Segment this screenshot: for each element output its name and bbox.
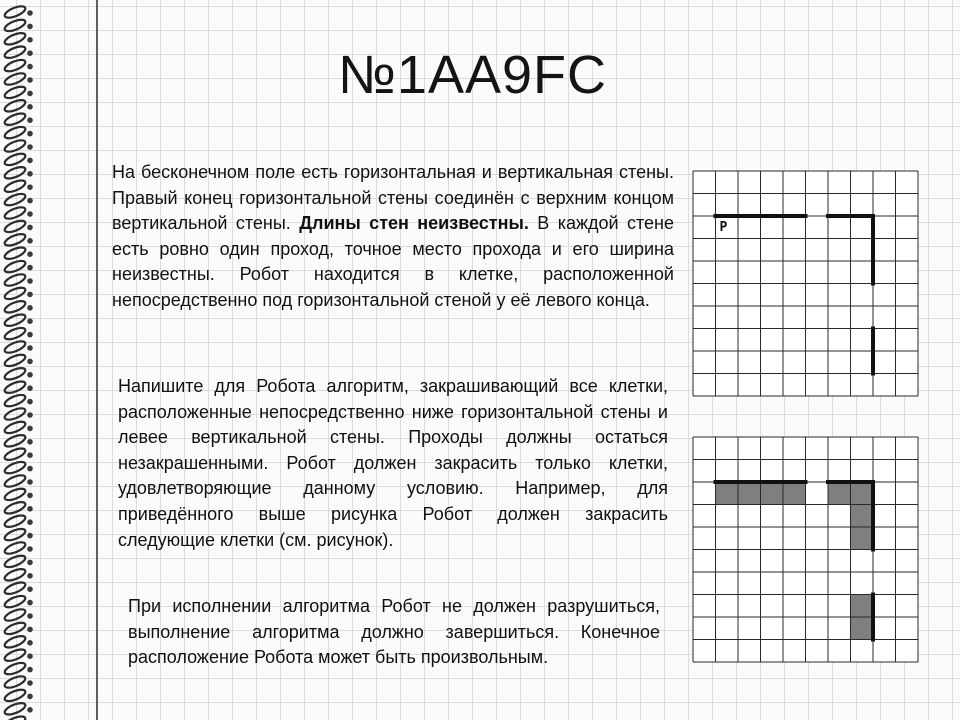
spiral-ring-loop: [3, 326, 27, 342]
spiral-ring-loop: [3, 446, 27, 462]
spiral-hole: [27, 412, 33, 418]
spiral-ring: [3, 406, 33, 422]
spiral-hole: [27, 479, 33, 485]
description-tail-text: В каждой стене есть ровно один проход, точное место прохода и его ширина неизвестны. Робот находится в клетке, расположенной непосредственно под горизонтальной стеной у её левого конца.: [112, 213, 674, 310]
spiral-hole: [27, 171, 33, 177]
spiral-ring: [3, 352, 33, 368]
spiral-ring: [3, 540, 33, 556]
page-title: №1AA9FC: [338, 45, 608, 105]
spiral-hole: [27, 466, 33, 472]
spiral-hole: [27, 211, 33, 217]
spiral-hole: [27, 238, 33, 244]
spiral-hole: [27, 653, 33, 659]
spiral-hole: [27, 37, 33, 43]
spiral-ring-loop: [3, 71, 27, 87]
spiral-hole: [27, 64, 33, 70]
spiral-ring-loop: [3, 486, 27, 502]
spiral-ring: [3, 661, 33, 677]
spiral-hole: [27, 426, 33, 432]
spiral-hole: [27, 694, 33, 700]
painted-cell: [716, 482, 739, 505]
spiral-ring: [3, 567, 33, 583]
spiral-hole: [27, 278, 33, 284]
spiral-ring-loop: [3, 620, 27, 636]
spiral-ring: [3, 326, 33, 342]
spiral-ring-loop: [3, 31, 27, 47]
spiral-hole: [27, 372, 33, 378]
conditions-paragraph: При исполнении алгоритма Робот не должен разрушиться, выполнение алгоритма должно завершиться. Конечное расположение Робота может быть произвольным.: [128, 596, 660, 668]
spiral-ring: [3, 580, 33, 596]
painted-cell: [851, 505, 874, 528]
spiral-ring: [3, 379, 33, 395]
spiral-ring: [3, 594, 33, 610]
notebook-spiral: [0, 0, 40, 720]
spiral-ring: [3, 205, 33, 221]
spiral-ring: [3, 419, 33, 435]
spiral-hole: [27, 10, 33, 16]
spiral-hole: [27, 533, 33, 539]
spiral-hole: [27, 385, 33, 391]
spiral-ring: [3, 125, 33, 141]
spiral-ring-loop: [3, 701, 27, 717]
spiral-ring: [3, 285, 33, 301]
spiral-ring-loop: [3, 299, 27, 315]
spiral-hole: [27, 225, 33, 231]
spiral-hole: [27, 586, 33, 592]
spiral-hole: [27, 198, 33, 204]
spiral-ring-loop: [3, 661, 27, 677]
spiral-ring-loop: [3, 4, 27, 20]
spiral-ring: [3, 647, 33, 663]
spiral-ring-loop: [3, 151, 27, 167]
spiral-ring: [3, 312, 33, 328]
initial-field-grid: [692, 170, 920, 400]
spiral-ring: [3, 299, 33, 315]
spiral-ring-loop: [3, 366, 27, 382]
spiral-ring-loop: [3, 473, 27, 489]
spiral-ring: [3, 98, 33, 114]
spiral-ring: [3, 486, 33, 502]
painted-cell: [738, 482, 761, 505]
spiral-ring: [3, 339, 33, 355]
spiral-hole: [27, 359, 33, 365]
spiral-ring: [3, 607, 33, 623]
spiral-ring-loop: [3, 232, 27, 248]
spiral-ring: [3, 44, 33, 60]
spiral-ring: [3, 272, 33, 288]
spiral-hole: [27, 131, 33, 137]
spiral-ring: [3, 674, 33, 690]
spiral-hole: [27, 680, 33, 686]
painted-cell: [783, 482, 806, 505]
spiral-ring-loop: [3, 419, 27, 435]
spiral-hole: [27, 573, 33, 579]
painted-cell: [851, 595, 874, 618]
spiral-ring-loop: [3, 178, 27, 194]
spiral-ring: [3, 151, 33, 167]
spiral-ring: [3, 71, 33, 87]
spiral-ring-loop: [3, 594, 27, 610]
spiral-hole: [27, 318, 33, 324]
spiral-ring-loop: [3, 460, 27, 476]
spiral-ring: [3, 473, 33, 489]
spiral-ring: [3, 460, 33, 476]
spiral-hole: [27, 613, 33, 619]
spiral-ring-loop: [3, 513, 27, 529]
spiral-ring-loop: [3, 393, 27, 409]
painted-cell: [851, 527, 874, 550]
spiral-hole: [27, 332, 33, 338]
spiral-ring-loop: [3, 138, 27, 154]
spiral-hole: [27, 305, 33, 311]
spiral-hole: [27, 184, 33, 190]
spiral-hole: [27, 667, 33, 673]
spiral-ring-loop: [3, 272, 27, 288]
spiral-hole: [27, 640, 33, 646]
spiral-hole: [27, 50, 33, 56]
spiral-hole: [27, 24, 33, 30]
spiral-ring: [3, 111, 33, 127]
spiral-hole: [27, 144, 33, 150]
spiral-ring-loop: [3, 84, 27, 100]
spiral-ring: [3, 634, 33, 650]
spiral-ring-loop: [3, 259, 27, 275]
spiral-ring-loop: [3, 312, 27, 328]
spiral-ring-loop: [3, 527, 27, 543]
spiral-ring-loop: [3, 379, 27, 395]
spiral-ring-loop: [3, 674, 27, 690]
spiral-ring: [3, 433, 33, 449]
spiral-ring-loop: [3, 165, 27, 181]
painted-cell: [851, 482, 874, 505]
spiral-hole: [27, 117, 33, 123]
notebook-margin-line: [96, 0, 98, 720]
spiral-ring: [3, 58, 33, 74]
spiral-ring: [3, 513, 33, 529]
spiral-hole: [27, 439, 33, 445]
spiral-ring: [3, 687, 33, 703]
spiral-ring-loop: [3, 687, 27, 703]
result-field-grid: [692, 436, 920, 666]
spiral-ring-loop: [3, 553, 27, 569]
spiral-ring: [3, 138, 33, 154]
spiral-ring: [3, 165, 33, 181]
spiral-hole: [27, 519, 33, 525]
spiral-ring-loop: [3, 339, 27, 355]
spiral-hole: [27, 158, 33, 164]
spiral-hole: [27, 560, 33, 566]
spiral-hole: [27, 452, 33, 458]
painted-cell: [828, 482, 851, 505]
spiral-ring-loop: [3, 245, 27, 261]
spiral-ring: [3, 366, 33, 382]
spiral-ring: [3, 446, 33, 462]
initial-field-figure: [692, 170, 920, 405]
description-lead-text: На бесконечном поле есть горизонтальная и вертикальная стены. Правый конец горизонтальной стены соединён с верхним концом вертикальной стены.: [112, 162, 674, 234]
spiral-ring: [3, 553, 33, 569]
spiral-ring: [3, 31, 33, 47]
problem-description-paragraph: [112, 160, 674, 314]
spiral-ring: [3, 393, 33, 409]
spiral-ring-loop: [3, 98, 27, 114]
spiral-hole: [27, 251, 33, 257]
spiral-hole: [27, 77, 33, 83]
spiral-ring-loop: [3, 192, 27, 208]
spiral-ring-loop: [3, 607, 27, 623]
spiral-ring: [3, 4, 33, 20]
spiral-hole: [27, 506, 33, 512]
spiral-ring-loop: [3, 647, 27, 663]
spiral-ring-loop: [3, 567, 27, 583]
spiral-ring-loop: [3, 205, 27, 221]
spiral-ring-loop: [3, 540, 27, 556]
spiral-ring: [3, 17, 33, 33]
spiral-ring: [3, 178, 33, 194]
spiral-hole: [27, 345, 33, 351]
spiral-ring: [3, 232, 33, 248]
spiral-ring: [3, 218, 33, 234]
spiral-ring-loop: [3, 580, 27, 596]
spiral-ring: [3, 259, 33, 275]
spiral-ring-loop: [3, 406, 27, 422]
spiral-ring: [3, 527, 33, 543]
spiral-ring-loop: [3, 500, 27, 516]
spiral-hole: [27, 292, 33, 298]
spiral-hole: [27, 600, 33, 606]
spiral-ring-loop: [3, 218, 27, 234]
spiral-hole: [27, 91, 33, 97]
spiral-hole: [27, 546, 33, 552]
spiral-hole: [27, 104, 33, 110]
spiral-ring-loop: [3, 352, 27, 368]
painted-cell: [851, 617, 874, 640]
spiral-ring: [3, 192, 33, 208]
spiral-ring-loop: [3, 285, 27, 301]
spiral-ring-loop: [3, 634, 27, 650]
description-bold-text: Длины стен неизвестны.: [299, 213, 529, 234]
task-paragraph: Напишите для Робота алгоритм, закрашивающий все клетки, расположенные непосредственно ниже горизонтальной стены и левее вертикальной стены. Проходы должны остаться незакрашенными. Робот должен закрасить только клетки, удовлетворяющие данному условию. Например, для приведённого выше рисунка Робот должен закрасить следующие клетки (см. рисунок).: [118, 376, 668, 550]
spiral-ring-loop: [3, 44, 27, 60]
spiral-ring-loop: [3, 58, 27, 74]
robot-marker: Р: [719, 220, 728, 235]
spiral-hole: [27, 493, 33, 499]
spiral-hole: [27, 627, 33, 633]
spiral-hole: [27, 707, 33, 713]
result-field-figure: [692, 436, 920, 671]
spiral-ring-loop: [3, 111, 27, 127]
painted-cell: [761, 482, 784, 505]
spiral-ring: [3, 620, 33, 636]
spiral-hole: [27, 399, 33, 405]
spiral-ring-loop: [3, 17, 27, 33]
spiral-ring: [3, 500, 33, 516]
spiral-ring: [3, 701, 33, 717]
spiral-ring: [3, 84, 33, 100]
spiral-hole: [27, 265, 33, 271]
spiral-ring-loop: [3, 125, 27, 141]
spiral-ring: [3, 245, 33, 261]
spiral-ring-loop: [3, 433, 27, 449]
